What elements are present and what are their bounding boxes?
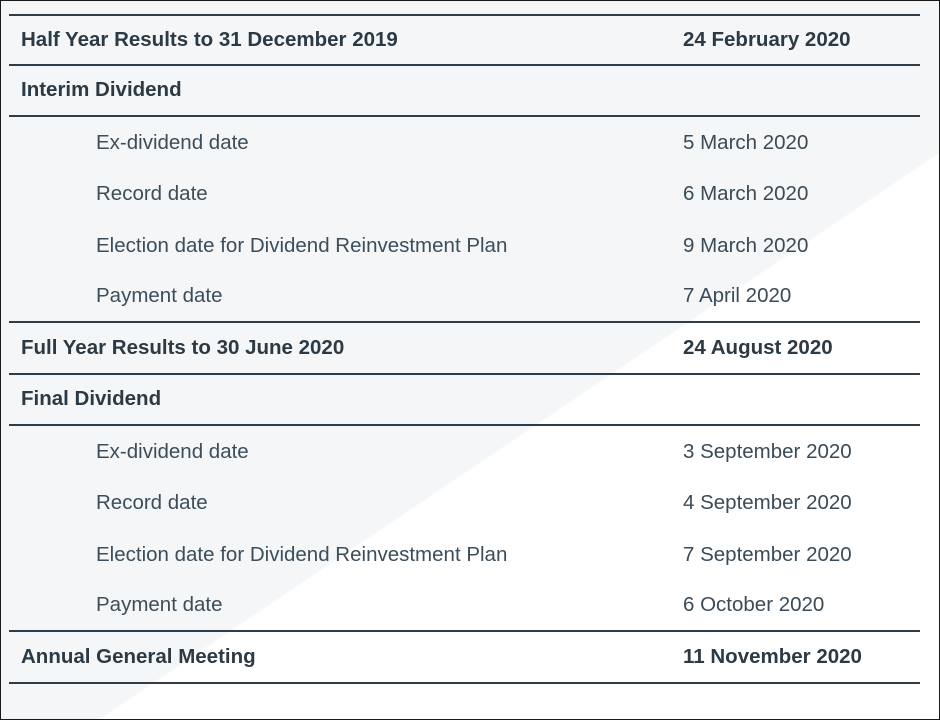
row-label: Election date for Dividend Reinvestment Plan [96, 233, 508, 257]
section-heading: Interim Dividend [21, 78, 182, 102]
table-row [9, 272, 920, 324]
table-row [9, 66, 920, 118]
row-date: 9 March 2020 [683, 233, 809, 257]
table-row [9, 375, 920, 427]
row-label: Full Year Results to 30 June 2020 [21, 335, 345, 359]
section-heading: Final Dividend [21, 387, 162, 411]
row-date: 4 September 2020 [683, 491, 852, 515]
row-date: 11 November 2020 [683, 644, 862, 668]
row-label: Half Year Results to 31 December 2019 [21, 27, 398, 51]
row-date: 5 March 2020 [683, 130, 809, 154]
table-row [9, 323, 920, 375]
row-label: Ex-dividend date [96, 439, 249, 463]
table-row [9, 14, 920, 66]
table-row [9, 117, 920, 169]
row-label: Payment date [96, 593, 223, 617]
row-date: 3 September 2020 [683, 439, 852, 463]
table-row [9, 169, 920, 221]
row-date: 24 August 2020 [683, 335, 833, 359]
table-row [9, 529, 920, 581]
row-label: Annual General Meeting [21, 644, 256, 668]
row-label: Record date [96, 491, 208, 515]
row-date: 6 March 2020 [683, 182, 809, 206]
key-dates-table [9, 14, 920, 684]
table-row [9, 426, 920, 478]
table-row [9, 632, 920, 684]
row-label: Election date for Dividend Reinvestment Plan [96, 542, 508, 566]
row-date: 6 October 2020 [683, 593, 825, 617]
row-label: Payment date [96, 284, 223, 308]
table-row [9, 478, 920, 530]
row-date: 7 April 2020 [683, 284, 792, 308]
table-row [9, 220, 920, 272]
row-date: 24 February 2020 [683, 27, 851, 51]
row-label: Ex-dividend date [96, 130, 249, 154]
row-label: Record date [96, 182, 208, 206]
row-date: 7 September 2020 [683, 542, 852, 566]
table-row [9, 581, 920, 633]
